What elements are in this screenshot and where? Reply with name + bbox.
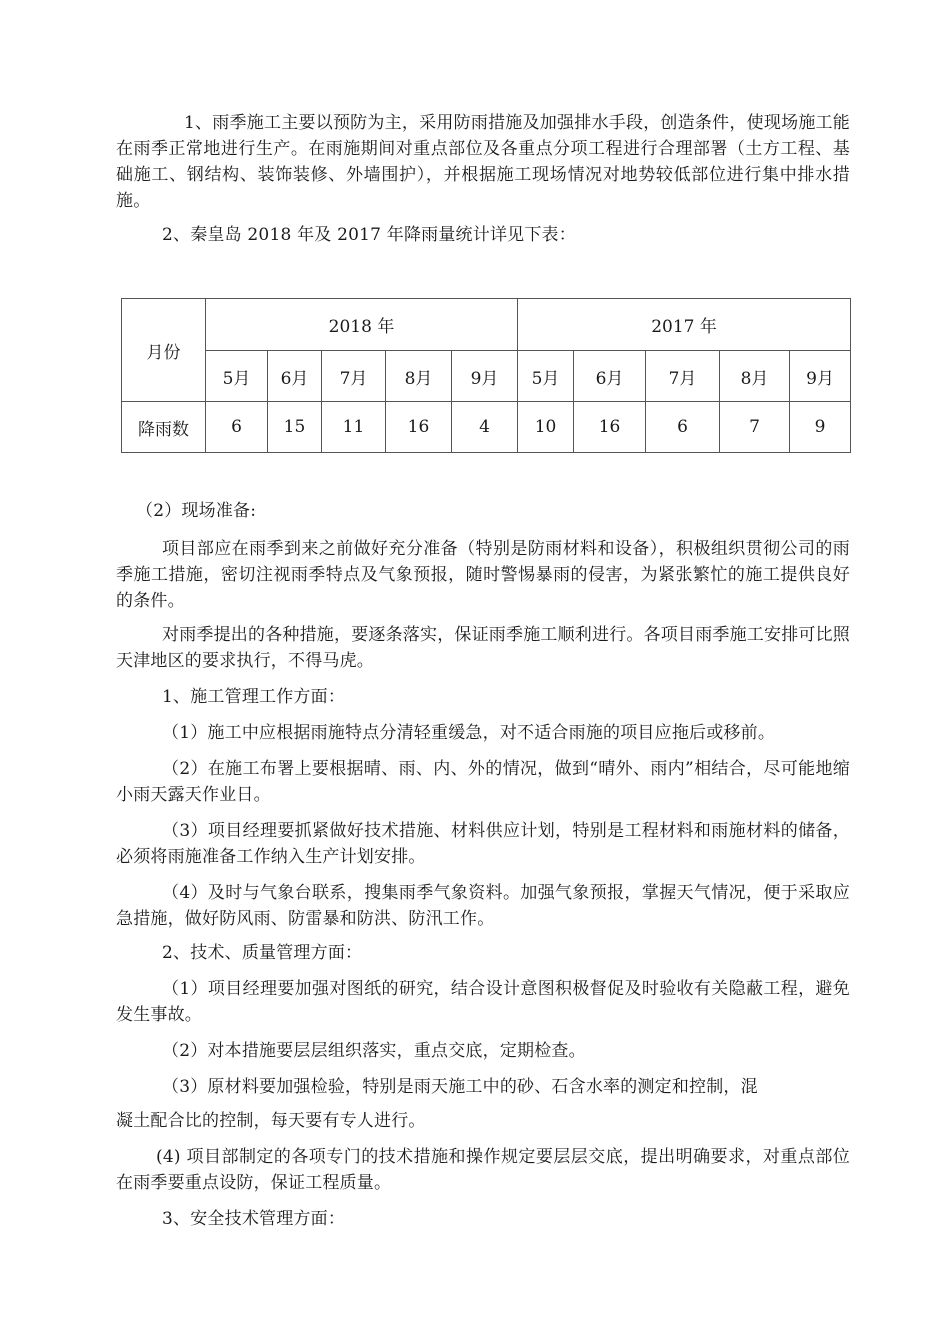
paragraph-measures: 对雨季提出的各种措施，要逐条落实，保证雨季施工顺利进行。各项目雨季施工安排可比照天津地区的要求执行，不得马虎。 [116,625,850,671]
year-2018-header: 2018 年 [206,299,518,351]
rain-value-cell: 4 [452,402,518,453]
section-heading-site-prep: （2）现场准备: [136,501,257,521]
month-cell: 5月 [518,351,574,402]
year-2017-header: 2017 年 [518,299,851,351]
rainfall-table [121,298,851,453]
month-cell: 9月 [452,351,518,402]
item-construction-2: （2）在施工布署上要根据晴、雨、内、外的情况，做到“晴外、雨内”相结合，尽可能地缩小雨天露天作业日。 [116,759,850,805]
paragraph-rain-prevention: 1、雨季施工主要以预防为主，采用防雨措施及加强排水手段，创造条件，使现场施工能在雨季正常地进行生产。在雨施期间对重点部位及各重点分项工程进行合理部署（土方工程、基础施工、钢结构、装饰装修、外墙围护），并根据施工现场情况对地势较低部位进行集中排水措施。 [116,113,850,211]
rain-value-cell: 6 [646,402,720,453]
item-construction-1: （1）施工中应根据雨施特点分清轻重缓急，对不适合雨施的项目应拖后或移前。 [162,723,776,743]
month-cell: 7月 [322,351,386,402]
rain-value-cell: 16 [574,402,646,453]
item-technical-2: （2）对本措施要层层组织落实，重点交底，定期检查。 [162,1041,586,1061]
month-cell: 8月 [386,351,452,402]
item-construction-3: （3）项目经理要抓紧做好技术措施、材料供应计划，特别是工程材料和雨施材料的储备，必须将雨施准备工作纳入生产计划安排。 [116,821,850,867]
rain-value-cell: 15 [268,402,322,453]
item-technical-4: (4) 项目部制定的各项专门的技术措施和操作规定要层层交底，提出明确要求，对重点部位在雨季要重点设防，保证工程质量。 [116,1147,850,1193]
paragraph-site-prep: 项目部应在雨季到来之前做好充分准备（特别是防雨材料和设备），积极组织贯彻公司的雨季施工措施，密切注视雨季特点及气象预报，随时警惕暴雨的侵害，为紧张繁忙的施工提供良好的条件。 [116,539,850,611]
item-technical-3-line1: （3）原材料要加强检验，特别是雨天施工中的砂、石含水率的测定和控制，混 [162,1077,758,1097]
month-cell: 9月 [790,351,851,402]
month-cell: 8月 [720,351,790,402]
month-cell: 6月 [574,351,646,402]
heading-construction-management: 1、施工管理工作方面： [162,687,346,707]
month-header-cell: 月份 [122,299,206,402]
item-construction-4: （4）及时与气象台联系，搜集雨季气象资料。加强气象预报，掌握天气情况，便于采取应急措施，做好防风雨、防雷暴和防洪、防汛工作。 [116,883,850,929]
rain-label-cell: 降雨数 [122,402,206,453]
rain-value-cell: 16 [386,402,452,453]
item-technical-3-line2: 凝土配合比的控制，每天要有专人进行。 [116,1111,426,1131]
rain-value-cell: 10 [518,402,574,453]
rain-value-cell: 11 [322,402,386,453]
heading-safety-technical: 3、安全技术管理方面： [162,1209,346,1229]
table-month-row [122,351,851,402]
table-row [122,402,851,453]
rain-value-cell: 6 [206,402,268,453]
rain-value-cell: 9 [790,402,851,453]
month-cell: 7月 [646,351,720,402]
paragraph-rainfall-intro: 2、秦皇岛 2018 年及 2017 年降雨量统计详见下表： [162,225,576,245]
heading-technical-quality: 2、技术、质量管理方面： [162,943,363,963]
item-technical-1: （1）项目经理要加强对图纸的研究，结合设计意图积极督促及时验收有关隐蔽工程，避免发生事故。 [116,979,850,1025]
table-header-row [122,299,851,351]
month-cell: 5月 [206,351,268,402]
month-cell: 6月 [268,351,322,402]
rain-value-cell: 7 [720,402,790,453]
